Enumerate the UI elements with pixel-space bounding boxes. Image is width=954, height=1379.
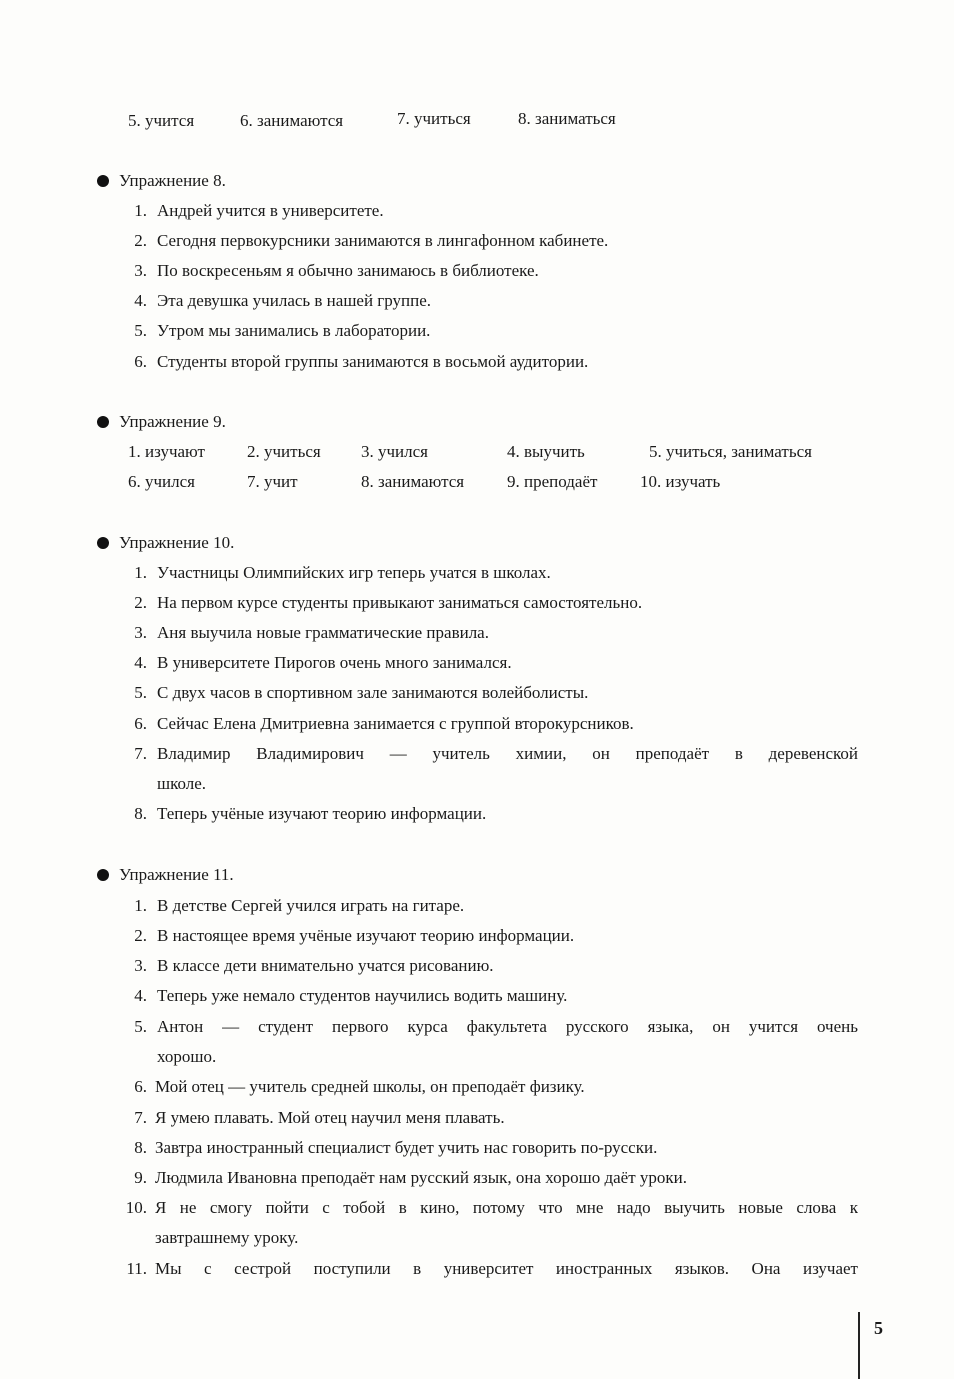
exercise-8-title: Упражнение 8. — [119, 171, 226, 190]
bullet-icon — [97, 869, 109, 881]
answer-item: 7. учиться — [397, 109, 471, 128]
answer-item: 6. занимаются — [240, 111, 344, 130]
answer-item: 3. учился — [361, 442, 428, 461]
answer-item: 8. заниматься — [518, 109, 616, 128]
answer-item: 1. изучают — [128, 442, 205, 461]
page-number-divider — [858, 1312, 860, 1379]
bullet-icon — [97, 175, 109, 187]
bullet-icon — [97, 537, 109, 549]
exercise-9-title: Упражнение 9. — [119, 412, 226, 431]
answer-item: 9. преподаёт — [507, 472, 598, 491]
page-number: 5 — [874, 1318, 883, 1338]
answer-item: 5. учится — [128, 111, 195, 130]
answer-item: 7. учит — [247, 472, 298, 491]
document-page: 5. учится 6. занимаются 7. учиться 8. заниматься Упражнение 8. 1. Андрей учится в университете. 2. Сегодня первокурсники занимаются в лингафонном кабинете. 3. По воскресеньям я обычно занимаюсь в библиотеке. 4. Эта девушка училась в нашей группе. 5. Утром мы занимались в лаборатории. 6. Студенты второй группы занимаются в восьмой аудитории. Упражнение 9. 1. изучают 2. учиться 3. учился 4. выучить 5. учиться, заниматься 6. учился 7. учит 8. занимаются 9. преподаёт 10. изучать Упражнение 10. 1. Участницы Олимпийских игр теперь учатся в школах. 2. На первом курсе студенты привыкают заниматься самостоятельно. 3. Аня выучила новые грамматические правила. 4. В университете Пирогов очень много занимался. 5. С двух часов в спортивном зале занимаются волейболисты. 6. Сейчас Елена Дмитриевна занимается с группой второкурсников. 7. Владимир Владимирович — учитель химии, он преподаёт в деревенской школе. 8. Теперь учёные изучают теорию информации. Упражнение 11. 1. В детстве Сергей учился играть на гитаре. 2. В настоящее время учёные изучают теорию информации. 3. В классе дети внимательно учатся рисованию. 4. Теперь уже немало студентов научились водить машину. 5. Антон — студент первого курса факультета русского языка, он учится очень хорошо. 6. Мой отец — учитель средней школы, он преподаёт физику. 7. Я умею плавать. Мой отец научил меня плавать. 8. Завтра иностранный специалист будет учить нас говорить по-русски. 9. Людмила Ивановна преподаёт нам русский язык, она хорошо даёт уроки. 10. Я не смогу пойти с тобой в кино, потому что мне надо выучить новые слова к завтрашнему уроку. 11. Мы с сестрой поступили в университет иностранных языков. Она изучает 5 — [0, 0, 954, 1379]
answer-item: 6. учился — [128, 472, 195, 491]
answer-item: 2. учиться — [247, 442, 321, 461]
answer-item: 10. изучать — [640, 472, 721, 491]
answer-item: 4. выучить — [507, 442, 585, 461]
exercise-10-title: Упражнение 10. — [119, 533, 235, 552]
exercise-11-title: Упражнение 11. — [119, 865, 234, 884]
answer-item: 5. учиться, заниматься — [649, 442, 812, 461]
answer-item: 8. занимаются — [361, 472, 465, 491]
bullet-icon — [97, 416, 109, 428]
